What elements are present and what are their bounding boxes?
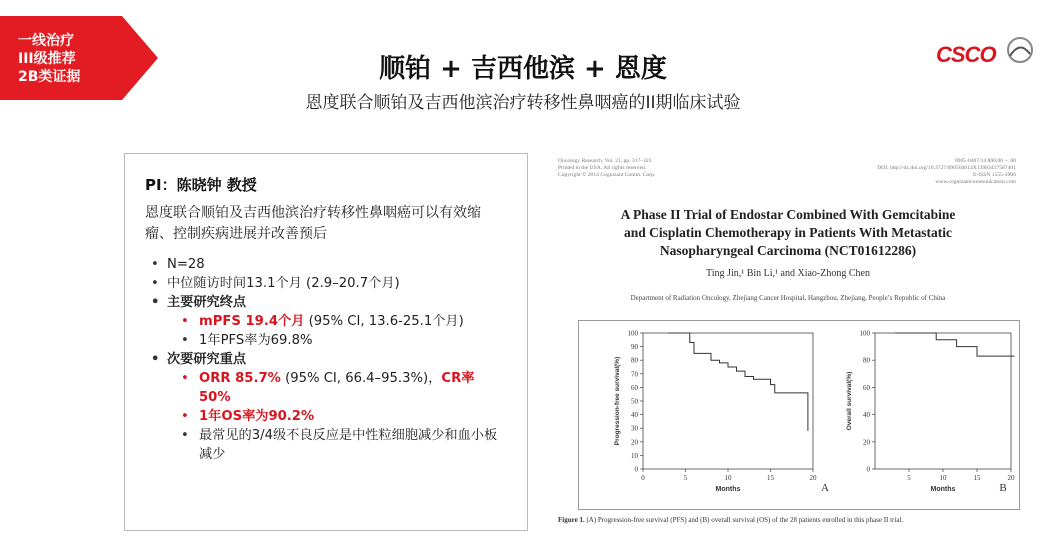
os-plot-frame bbox=[875, 333, 1011, 469]
pfs-ytick-label: 90 bbox=[631, 343, 638, 352]
principal-investigator: PI：陈晓钟 教授 bbox=[145, 176, 257, 194]
pfs-ytick-label: 0 bbox=[634, 465, 638, 474]
ribbon-line-3: 2B类证据 bbox=[18, 69, 81, 85]
primary-endpoint-heading: • 主要研究终点 bbox=[145, 293, 503, 312]
meta-right-4: www.cognizantcommunication.com bbox=[935, 179, 1016, 185]
os-xlabel: Months bbox=[930, 486, 956, 493]
pfs-xtick-label: 5 bbox=[683, 474, 688, 482]
os-xtick-label: 10 bbox=[939, 474, 947, 482]
os-ytick-label: 100 bbox=[859, 329, 870, 338]
results-list bbox=[145, 255, 503, 464]
page-subtitle: 恩度联合顺铂及吉西他滨治疗转移性鼻咽癌的II期临床试验 bbox=[305, 93, 741, 113]
orr-item bbox=[145, 369, 503, 407]
pfs-ytick-label: 30 bbox=[631, 424, 638, 433]
os-ytick-label: 20 bbox=[863, 438, 870, 447]
os-ytick-label: 80 bbox=[863, 356, 870, 365]
ribbon-line-1: 一线治疗 bbox=[18, 33, 74, 49]
caption-text: (A) Progression-free survival (PFS) and (B) overall survival (OS) of the 28 patients enrolled in this phase II trial. bbox=[584, 516, 904, 524]
paper-title-line-1: A Phase II Trial of Endostar Combined With Gemcitabine bbox=[620, 207, 956, 222]
secondary-endpoint-heading: • 次要研究重点 bbox=[145, 350, 503, 369]
meta-left-2: Printed in the USA. All rights reserved. bbox=[558, 165, 647, 171]
mpfs-item bbox=[145, 312, 503, 331]
cr-highlight: CR率50% bbox=[199, 371, 475, 405]
pfs-ytick-label: 40 bbox=[631, 411, 638, 420]
mpfs-ci: (95% CI, 13.6-25.1个月) bbox=[304, 314, 464, 329]
survival-figure bbox=[578, 320, 1020, 510]
pfs-ytick-label: 70 bbox=[631, 370, 638, 379]
pfs-xtick-label: 20 bbox=[809, 474, 817, 482]
trial-summary: 恩度联合顺铂及吉西他滨治疗转移性鼻咽癌可以有效缩瘤、控制疾病进展并改善预后 bbox=[145, 205, 481, 242]
median-followup: • 中位随访时间13.1个月 (2.9–20.7个月) bbox=[145, 274, 503, 293]
meta-left-3: Copyright © 2014 Cognizant Comm. Corp. bbox=[558, 172, 656, 178]
figure-caption bbox=[558, 516, 903, 524]
pfs-ytick-label: 20 bbox=[631, 438, 638, 447]
orr-highlight: ORR 85.7% bbox=[199, 371, 281, 386]
os-survival-curve bbox=[895, 333, 1014, 356]
meta-left-1: Oncology Research, Vol. 21, pp. 317–323 bbox=[558, 158, 652, 164]
meta-right-3: E-ISSN 1555-3906 bbox=[972, 172, 1016, 178]
mpfs-highlight: mPFS 19.4个月 bbox=[199, 314, 305, 329]
paper-title-line-2: and Cisplatin Chemotherapy in Patients With Metastatic bbox=[623, 225, 952, 240]
journal-meta-left bbox=[558, 158, 655, 179]
os-ytick-label: 40 bbox=[863, 411, 870, 420]
ribbon-line-2: III级推荐 bbox=[18, 51, 76, 67]
pfs-ytick-label: 60 bbox=[631, 383, 638, 392]
pfs-xlabel: Months bbox=[715, 486, 741, 493]
paper-title-line-3: Nasopharyngeal Carcinoma (NCT01612286) bbox=[659, 243, 917, 258]
pfs-xtick-label: 15 bbox=[767, 474, 774, 482]
os-xtick-label: 15 bbox=[973, 474, 981, 482]
paper-figure bbox=[538, 150, 1038, 534]
page-title: 顺铂 + 吉西他滨 + 恩度 bbox=[379, 54, 667, 84]
os-xtick-label: 20 bbox=[1007, 474, 1015, 482]
meta-right-2: DOI: http://dx.doi.org/10.3727/096504014X13983417587401 bbox=[877, 165, 1016, 171]
paper-authors: Ting Jin,¹ Bin Li,¹ and Xiao-Zhong Chen bbox=[706, 268, 870, 279]
logo-text: CSCO bbox=[936, 42, 996, 67]
pfs-ytick-label: 10 bbox=[631, 451, 638, 460]
paper-title bbox=[538, 206, 1038, 260]
pfs-xtick-label: 10 bbox=[724, 474, 732, 482]
paper-affiliation: Department of Radiation Oncology, Zhejiang Cancer Hospital, Hangzhou, Zhejiang, People’s Republic of China bbox=[630, 294, 946, 302]
pfs-ytick-label: 80 bbox=[631, 356, 638, 365]
journal-meta-right bbox=[877, 158, 1016, 186]
km-curves-svg bbox=[579, 321, 1019, 509]
meta-right-1: 0965-0407/14 $90.00 + .00 bbox=[954, 158, 1016, 164]
pfs-plot-frame bbox=[643, 333, 813, 469]
pfs-panel-label: A bbox=[821, 482, 829, 494]
os-ylabel: Overall survival(%) bbox=[846, 371, 853, 431]
os-panel-label: B bbox=[999, 482, 1007, 494]
os-ytick-label: 60 bbox=[863, 383, 870, 392]
pfs-survival-curve bbox=[669, 333, 808, 431]
os-item bbox=[145, 407, 503, 426]
summary-panel bbox=[124, 153, 528, 531]
pfs-rate-item: • 1年PFS率为69.8% bbox=[145, 331, 503, 350]
pfs-xtick-label: 0 bbox=[641, 474, 645, 482]
adverse-events-item: • 最常见的3/4级不良反应是中性粒细胞减少和血小板减少 bbox=[145, 426, 503, 464]
pfs-ytick-label: 100 bbox=[627, 329, 638, 338]
os-xtick-label: 5 bbox=[907, 474, 911, 482]
orr-ci: (95% CI, 66.4–95.3%)， bbox=[280, 371, 442, 386]
os-highlight: 1年OS率为90.2% bbox=[199, 409, 315, 424]
sample-size: • N=28 bbox=[145, 255, 503, 274]
caption-label: Figure 1. bbox=[558, 516, 585, 524]
pfs-ylabel: Progression-free survival(%) bbox=[614, 356, 621, 446]
os-ytick-label: 0 bbox=[866, 465, 870, 474]
pfs-ytick-label: 50 bbox=[631, 397, 638, 406]
